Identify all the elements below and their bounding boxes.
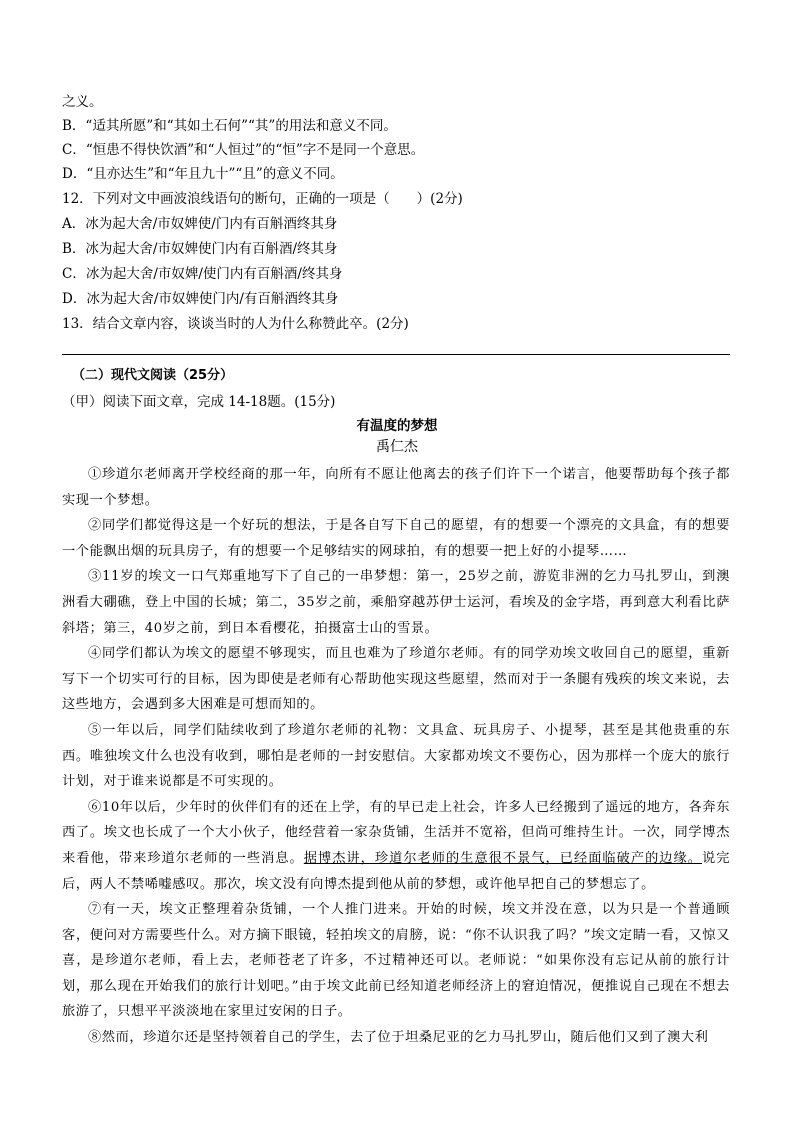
option-d: D．“且亦达生”和“年且九十”“且”的意义不同。 xyxy=(62,166,344,182)
section-subheading: （甲）阅读下面文章，完成 14-18题。(15分) xyxy=(62,394,336,410)
article-title: 有温度的梦想 xyxy=(356,418,438,434)
question-12: 12．下列对文中画波浪线语句的断句，正确的一项是（ ）(2分) xyxy=(62,191,463,207)
option-b: B．“适其所愿”和“其如土石何”“其”的用法和意义不同。 xyxy=(62,118,397,134)
article-body xyxy=(62,462,730,1051)
paragraph-5: ⑤一年以后，同学们陆续收到了珍道尔老师的礼物：文具盒、玩具房子、小提琴，甚至是其他贵重的东西。唯独埃文什么也没有收到，哪怕是老师的一封安慰信。大家都劝埃文不要伤心，因为那样一个庞大的旅行计划，对于谁来说都是不可实现的。 xyxy=(62,722,730,790)
article-author: 禹仁杰 xyxy=(376,439,418,455)
question-13: 13．结合文章内容，谈谈当时的人为什么称赞此卒。(2分) xyxy=(62,316,409,332)
paragraph-2: ②同学们都觉得这是一个好玩的想法，于是各自写下自己的愿望，有的想要一个漂亮的文具盒，有的想要一个能飘出烟的玩具房子，有的想要一个足够结实的网球拍，有的想要一把上好的小提琴…… xyxy=(62,518,730,559)
section-divider xyxy=(62,354,730,355)
underlined-sentence: 据博杰讲，珍道尔老师的生意很不景气，已经面临破产的边缘。 xyxy=(303,850,702,866)
question-12-option-d: D．冰为起大舍/市奴婢使门内/有百斛酒终其身 xyxy=(62,291,339,307)
question-12-option-a: A．冰为起大舍/市奴婢使/门内有百斛酒终其身 xyxy=(62,216,338,232)
paragraph-6-text-b: 说完后，两人不禁唏嘘感叹。那次，埃文没有向博杰提到他从前的梦想，或许他早把自己的梦想忘了。 xyxy=(62,850,730,892)
paragraph-4: ④同学们都认为埃文的愿望不够现实，而且也难为了珍道尔老师。有的同学劝埃文收回自己的愿望，重新写下一个切实可行的目标，因为即使是老师有心帮助他实现这些愿望，然而对于一条腿有残疾的埃文来说，去这些地方，会遇到多大困难是可想而知的。 xyxy=(62,646,730,713)
question-12-option-c: C．冰为起大舍/市奴婢/使门内有百斛酒/终其身 xyxy=(62,266,343,282)
paragraph-1: ①珍道尔老师离开学校经商的那一年，向所有不愿让他离去的孩子们许下一个诺言，他要帮助每个孩子都实现一个梦想。 xyxy=(62,467,730,508)
paragraph-6-text-a: ⑥10年以后，少年时的伙伴们有的还在上学，有的早已走上社会，许多人已经搬到了遥远的地方，各奔东西了。埃文也长成了一个大小伙子，他经营着一家杂货铺，生活并不宽裕，但尚可维持生计。一次，同学博杰来看他，带来珍道尔老师的一些消息。 xyxy=(62,799,730,866)
paragraph-3: ③11岁的埃文一口气郑重地写下了自己的一串梦想：第一，25岁之前，游览非洲的乞力马扎罗山，到澳洲看大硼礁，登上中国的长城；第二，35岁之前，乘船穿越苏伊士运河，看埃及的金字塔，再到意大利看比萨斜塔；第三，40岁之前，到日本看樱花，拍摄富士山的雪景。 xyxy=(62,569,730,636)
paragraph-8: ⑧然而，珍道尔还是坚持领着自己的学生，去了位于坦桑尼亚的乞力马扎罗山，随后他们又到了澳大利 xyxy=(88,1030,709,1046)
paragraph-7: ⑦有一天，埃文正整理着杂货铺，一个人推门进来。开始的时候，埃文并没在意，以为只是一个普通顾客，便问对方需要些什么。对方摘下眼镜，轻拍埃文的肩膀，说：“你不认识我了吗？”埃文定睛一看，又惊又喜，是珍道尔老师，看上去，老师苍老了许多，不过精神还可以。老师说：“如果你没有忘记从前的旅行计划，那么现在开始我们的旅行计划吧。”由于埃文此前已经知道老师经济上的窘迫情况，便推说自己现在不想去旅游了，只想平平淡淡地在家里过安闲的日子。 xyxy=(62,902,730,1020)
question-12-option-b: B．冰为起大舍/市奴婢使门内有百斛酒/终其身 xyxy=(62,241,338,257)
section-heading: （二）现代文阅读（25分） xyxy=(72,368,234,383)
question-11-continuation: 之义。 xyxy=(62,94,103,110)
option-c: C．“恒患不得快饮酒”和“人恒过”的“恒”字不是同一个意思。 xyxy=(62,142,425,158)
paragraph-6 xyxy=(62,795,730,897)
